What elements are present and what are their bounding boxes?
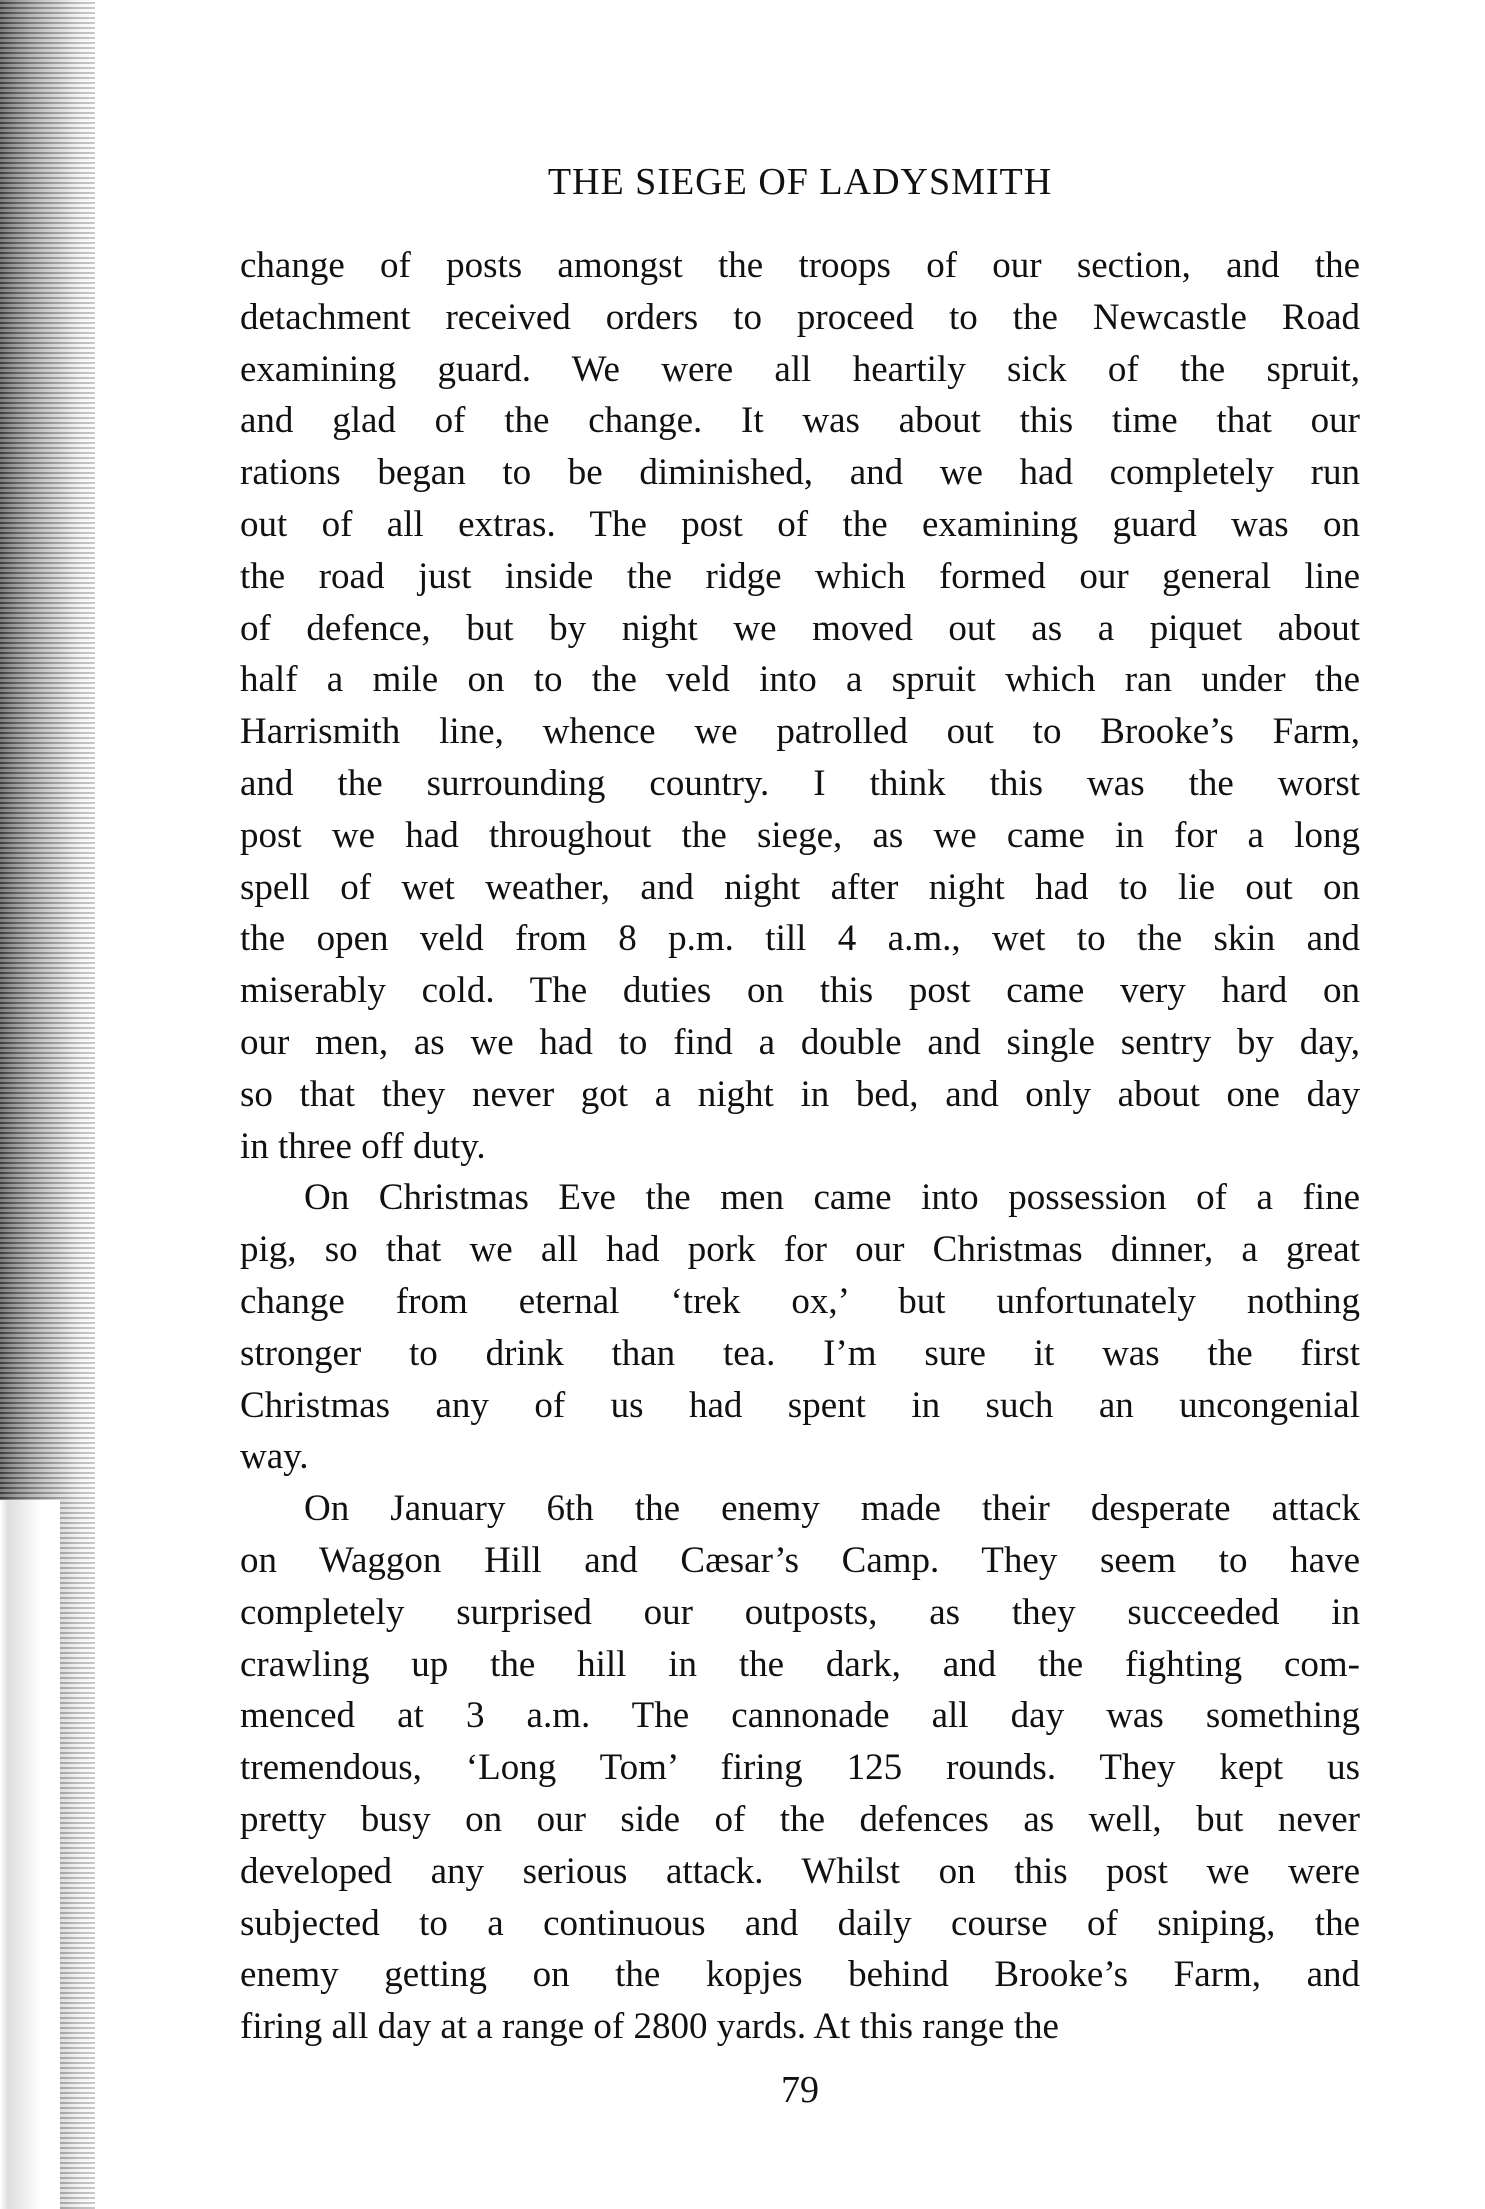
text-line: out of all extras. The post of the examining guard was on	[240, 503, 1360, 545]
text-line: post we had throughout the siege, as we came in for a long	[240, 814, 1360, 856]
scan-gutter-lower	[0, 1500, 60, 2209]
text-line: way.	[240, 1436, 309, 1478]
text-line: stronger to drink than tea. I’m sure it was the first	[240, 1332, 1360, 1374]
text-line: pig, so that we all had pork for our Christmas dinner, a great	[240, 1229, 1360, 1271]
text-line: of defence, but by night we moved out as a piquet about	[240, 607, 1360, 649]
text-line: examining guard. We were all heartily sick of the spruit,	[240, 348, 1360, 390]
text-line: On January 6th the enemy made their desperate attack	[304, 1488, 1360, 1530]
text-line: miserably cold. The duties on this post came very hard on	[240, 970, 1360, 1012]
text-line: completely surprised our outposts, as they succeeded in	[240, 1591, 1360, 1633]
text-line: spell of wet weather, and night after night had to lie out on	[240, 866, 1360, 908]
text-line: subjected to a continuous and daily course of sniping, the	[240, 1902, 1360, 1944]
text-line: change of posts amongst the troops of our section, and the	[240, 245, 1360, 286]
text-line: developed any serious attack. Whilst on this post we were	[240, 1850, 1360, 1892]
text-line: in three off duty.	[240, 1125, 486, 1167]
text-line: so that they never got a night in bed, and only about one day	[240, 1073, 1360, 1115]
text-line: pretty busy on our side of the defences as well, but never	[240, 1798, 1360, 1840]
text-line: firing all day at a range of 2800 yards. At this range the	[240, 2006, 1059, 2048]
text-line: Harrismith line, whence we patrolled out to Brooke’s Farm,	[240, 711, 1360, 753]
text-line: tremendous, ‘Long Tom’ firing 125 rounds. They kept us	[240, 1747, 1360, 1789]
text-line: half a mile on to the veld into a spruit which ran under the	[240, 659, 1360, 701]
text-line: enemy getting on the kopjes behind Brooke’s Farm, and	[240, 1954, 1360, 1996]
text-line: crawling up the hill in the dark, and the fighting com-	[240, 1643, 1360, 1685]
text-line: our men, as we had to find a double and single sentry by day,	[240, 1021, 1360, 1063]
body-text	[240, 240, 1360, 2053]
page-number: 79	[781, 2069, 819, 2111]
text-line: menced at 3 a.m. The cannonade all day was something	[240, 1695, 1360, 1737]
text-line: rations began to be diminished, and we had completely run	[240, 452, 1360, 494]
text-line: and the surrounding country. I think this was the worst	[240, 762, 1360, 804]
text-line: detachment received orders to proceed to the Newcastle Road	[240, 296, 1360, 338]
text-line: the open veld from 8 p.m. till 4 a.m., wet to the skin and	[240, 918, 1360, 960]
text-line: on Waggon Hill and Cæsar’s Camp. They seem to have	[240, 1539, 1360, 1581]
text-line: change from eternal ‘trek ox,’ but unfortunately nothing	[240, 1280, 1360, 1322]
text-line: the road just inside the ridge which formed our general line	[240, 555, 1360, 597]
text-line: On Christmas Eve the men came into possession of a fine	[304, 1177, 1360, 1219]
text-line: and glad of the change. It was about this time that our	[240, 400, 1360, 442]
running-header: THE SIEGE OF LADYSMITH	[547, 161, 1053, 203]
text-line: Christmas any of us had spent in such an uncongenial	[240, 1384, 1360, 1426]
